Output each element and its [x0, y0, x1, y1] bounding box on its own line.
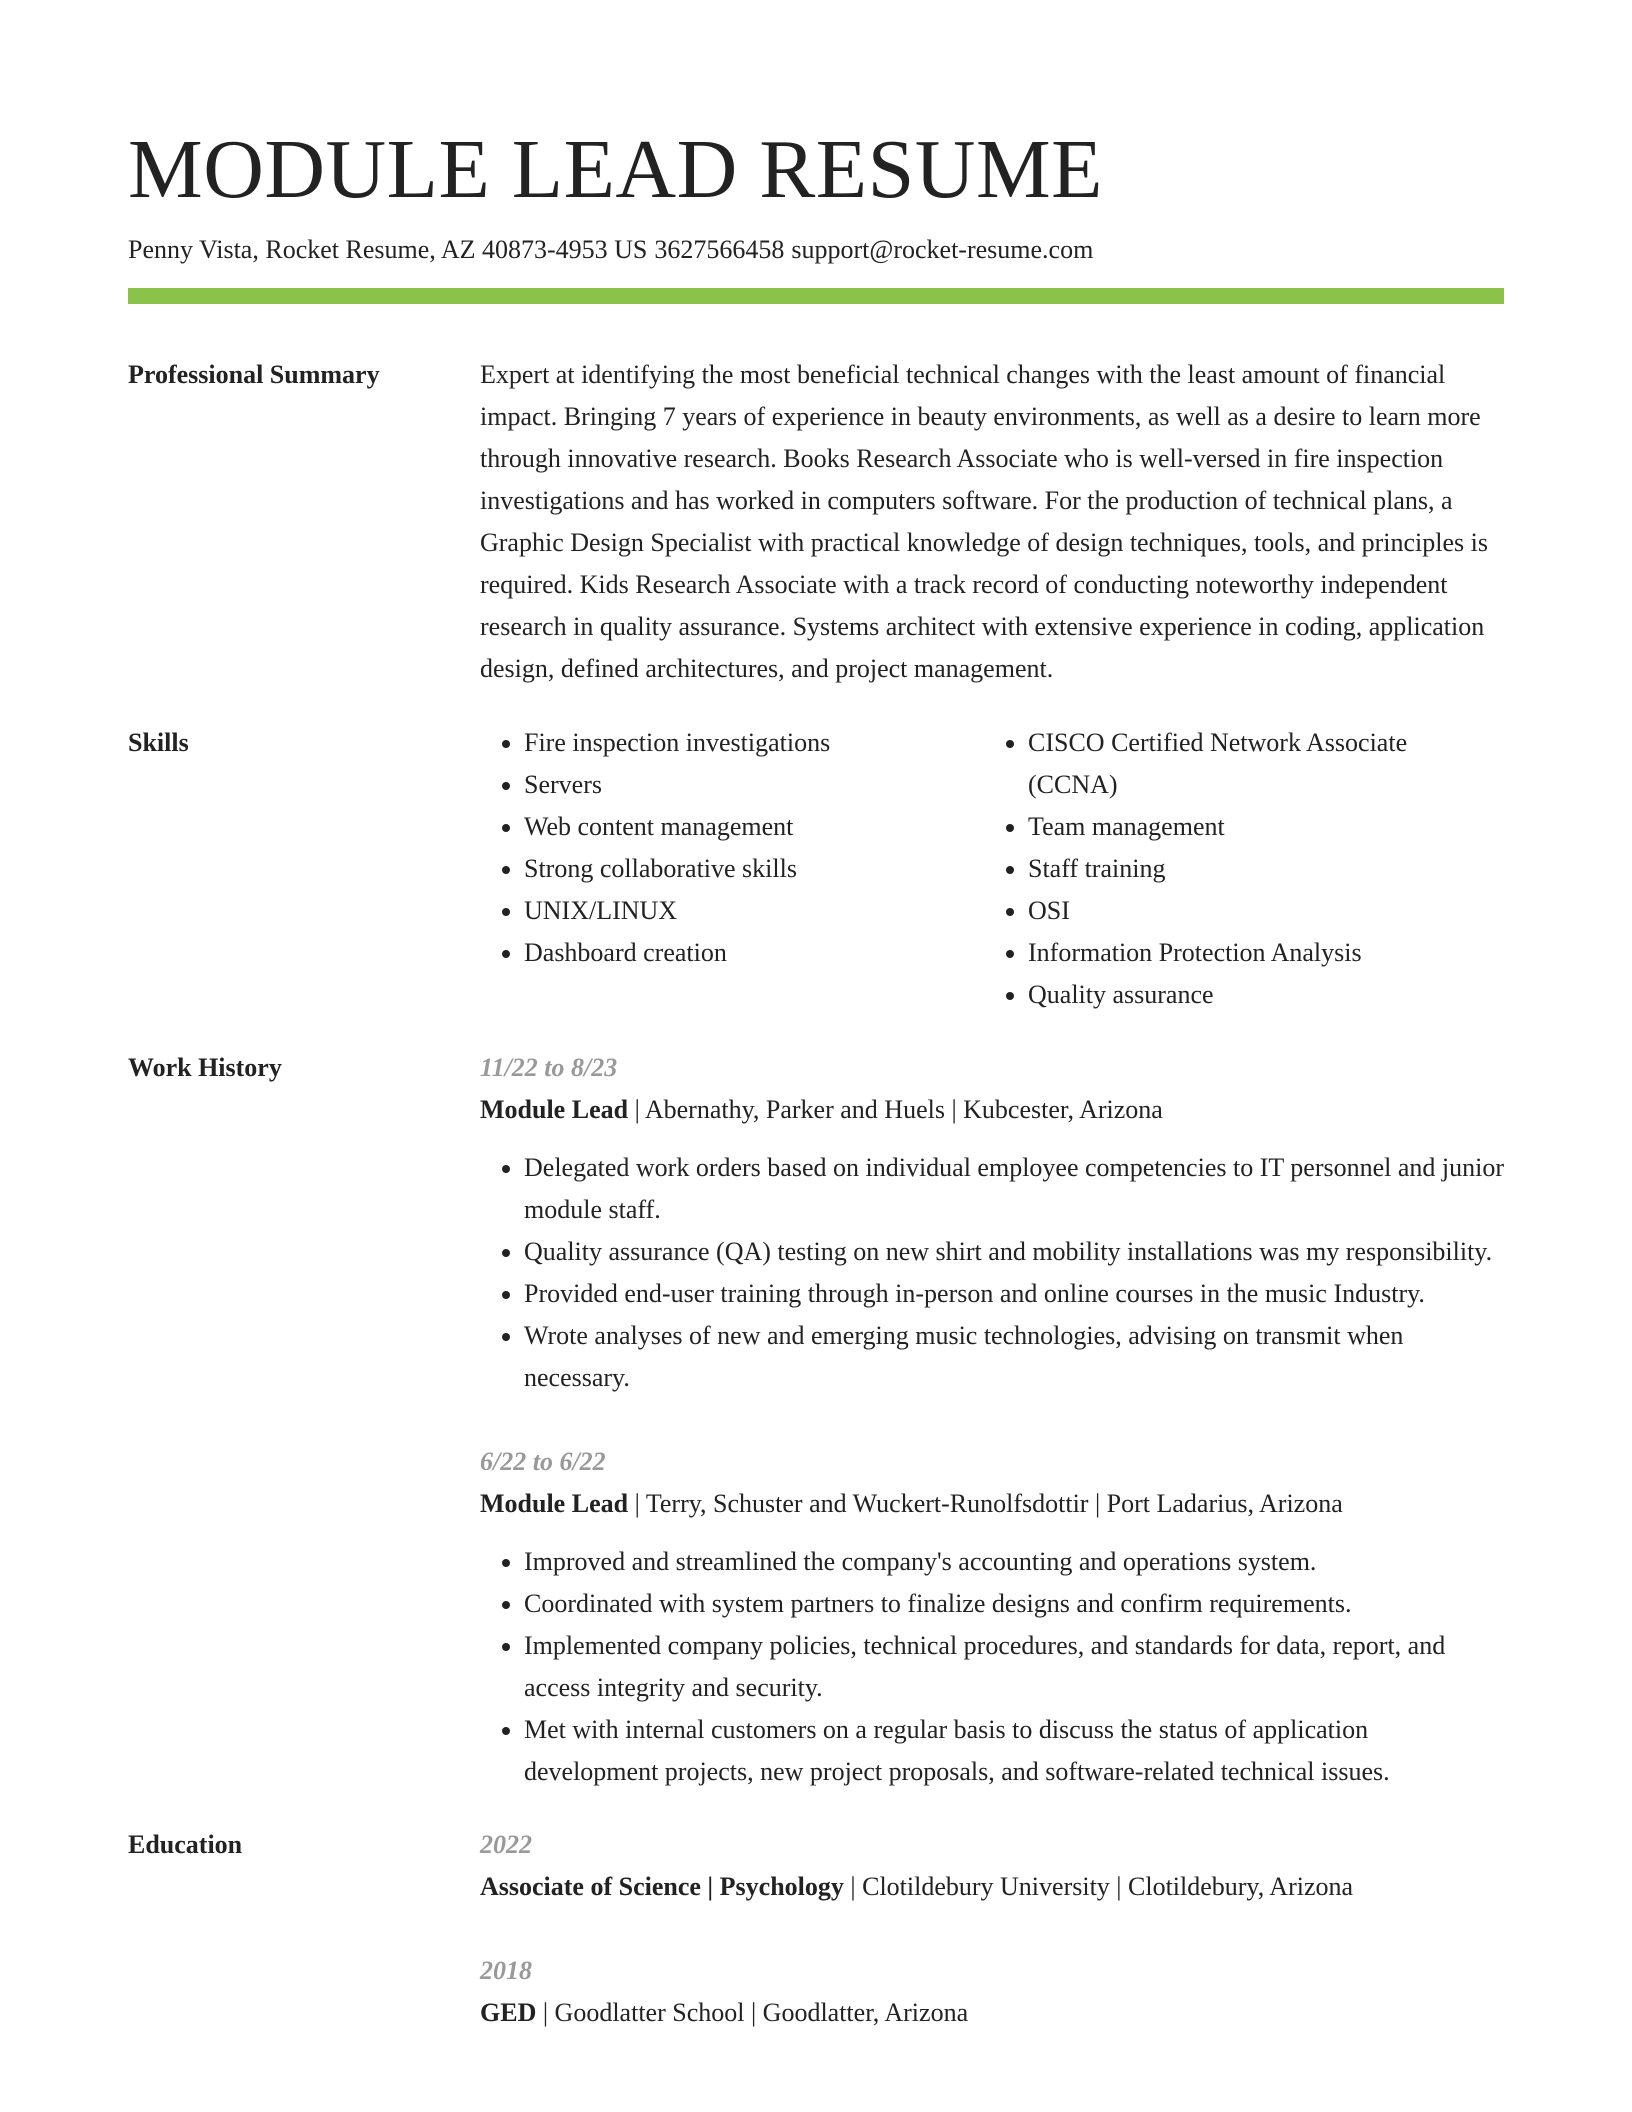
job-employer-location: | Terry, Schuster and Wuckert-Runolfsdottir | Port Ladarius, Arizona [628, 1489, 1343, 1518]
job-bullet: • Wrote analyses of new and emerging music technologies, advising on transmit when necessary. [524, 1315, 1504, 1399]
skill-item: • Web content management [524, 806, 984, 848]
resume-page [128, 118, 1504, 2034]
summary-section [128, 354, 1504, 690]
education-entry [480, 1950, 1504, 2034]
education-degree: GED [480, 1998, 537, 2027]
work-history-section [128, 1047, 1504, 1793]
job-bullets [480, 1147, 1504, 1399]
accent-divider [128, 288, 1504, 304]
job-bullet: • Implemented company policies, technical procedures, and standards for data, report, and access integrity and security. [524, 1625, 1504, 1709]
education-entry [480, 1824, 1504, 1908]
education-body [480, 1824, 1504, 2034]
section-label-education: Education [128, 1830, 243, 1859]
skills-columns [480, 722, 1504, 1016]
job-bullet: • Delegated work orders based on individual employee competencies to IT personnel and junior module staff. [524, 1147, 1504, 1231]
job-bullet: • Coordinated with system partners to finalize designs and confirm requirements. [524, 1583, 1504, 1625]
work-history-body [480, 1047, 1504, 1793]
contact-phone: 3627566458 [654, 235, 785, 264]
contact-line [128, 232, 1504, 268]
skill-item: • OSI [1028, 890, 1488, 932]
job-dates: 11/22 to 8/23 [480, 1053, 618, 1082]
section-label-work: Work History [128, 1053, 282, 1082]
education-degree: Associate of Science | Psychology [480, 1872, 844, 1901]
skill-item: • Quality assurance [1028, 974, 1488, 1016]
job-employer-location: | Abernathy, Parker and Huels | Kubcester, Arizona [628, 1095, 1163, 1124]
job-title: Module Lead [480, 1489, 629, 1518]
section-label-skills: Skills [128, 728, 189, 757]
education-school-location: | Clotildebury University | Clotildebury, Arizona [843, 1872, 1354, 1901]
job-entry [480, 1047, 1504, 1399]
skill-item: • Staff training [1028, 848, 1488, 890]
summary-text: Expert at identifying the most beneficial technical changes with the least amount of financial impact. Bringing 7 years of experience in beauty environments, as well as a desire to learn more through innovative research. Books Research Associate who is well-versed in fire inspection investigations and has worked in computers software. For the production of technical plans, a Graphic Design Specialist with practical knowledge of design techniques, tools, and principles is required. Kids Research Associate with a track record of conducting noteworthy independent research in quality assurance. Systems architect with extensive experience in coding, application design, defined architectures, and project management. [480, 360, 1488, 683]
skill-item: • Information Protection Analysis [1028, 932, 1488, 974]
skill-item: • Fire inspection investigations [524, 722, 984, 764]
education-heading [480, 1992, 1504, 2034]
job-bullets [480, 1541, 1504, 1793]
skill-item: • Team management [1028, 806, 1488, 848]
resume-title: MODULE LEAD RESUME [128, 123, 1103, 216]
skills-body [480, 722, 1504, 1016]
skill-item: • Strong collaborative skills [524, 848, 984, 890]
skill-item: • Dashboard creation [524, 932, 984, 974]
skills-column-2 [984, 722, 1488, 1016]
job-bullet: • Improved and streamlined the company's accounting and operations system. [524, 1541, 1504, 1583]
job-title: Module Lead [480, 1095, 629, 1124]
skills-section [128, 722, 1504, 1016]
job-entry [480, 1441, 1504, 1793]
contact-address: Penny Vista, Rocket Resume, AZ 40873-4953 US [128, 235, 648, 264]
education-heading [480, 1866, 1504, 1908]
skill-item: • Servers [524, 764, 984, 806]
job-bullet: • Quality assurance (QA) testing on new shirt and mobility installations was my responsibility. [524, 1231, 1504, 1273]
education-section [128, 1824, 1504, 2034]
education-school-location: | Goodlatter School | Goodlatter, Arizona [536, 1998, 969, 2027]
contact-email: support@rocket-resume.com [791, 235, 1094, 264]
education-year: 2018 [480, 1956, 532, 1985]
section-label-summary: Professional Summary [128, 360, 380, 389]
job-dates: 6/22 to 6/22 [480, 1447, 606, 1476]
skill-item: • UNIX/LINUX [524, 890, 984, 932]
skill-item: • CISCO Certified Network Associate (CCNA) [1028, 722, 1488, 806]
job-bullet: • Provided end-user training through in-person and online courses in the music Industry. [524, 1273, 1504, 1315]
education-year: 2022 [480, 1830, 532, 1859]
job-heading [480, 1483, 1504, 1525]
skills-column-1 [480, 722, 984, 1016]
job-heading [480, 1089, 1504, 1131]
job-bullet: • Met with internal customers on a regular basis to discuss the status of application development projects, new project proposals, and software-related technical issues. [524, 1709, 1504, 1793]
